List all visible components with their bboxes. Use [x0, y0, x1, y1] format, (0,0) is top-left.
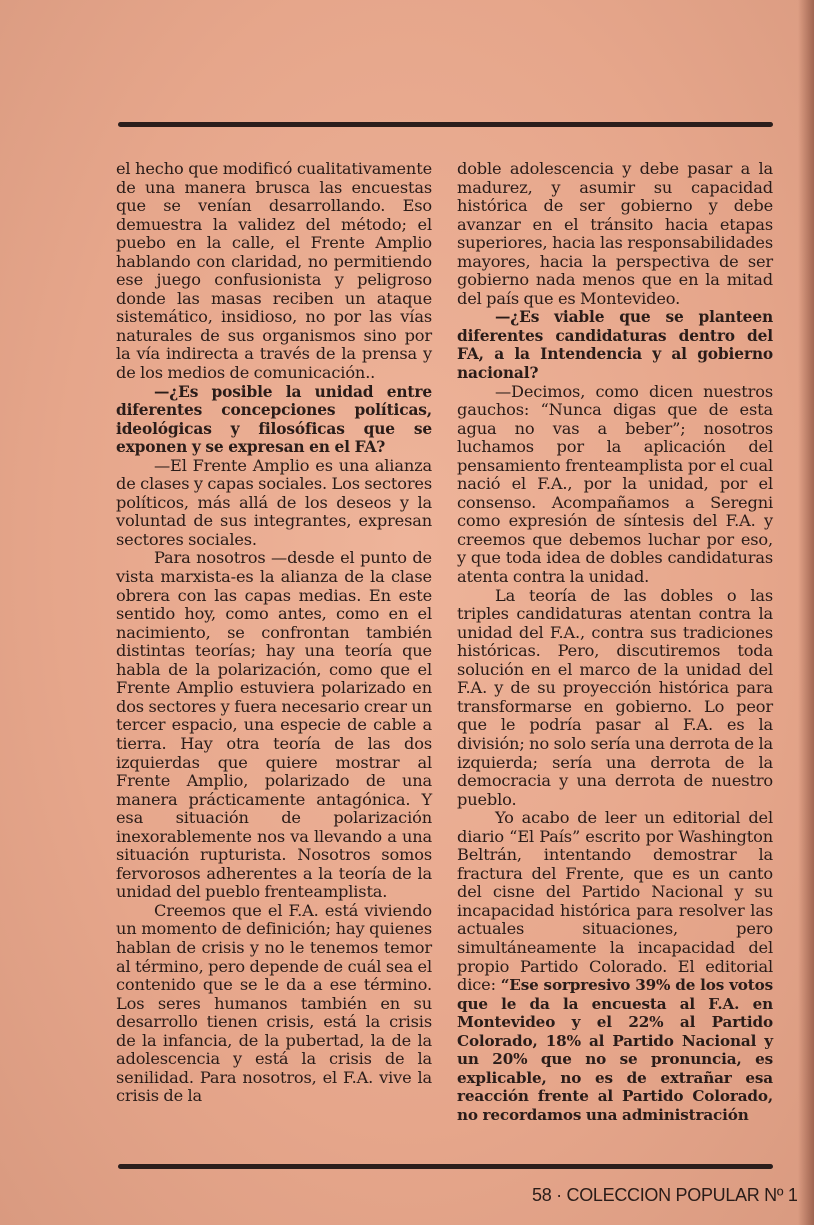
- paragraph-text: Yo acabo de leer un editorial del diario “El País” escrito por Washington Beltrán, intentando demostrar la fractura del Frente, que es un canto del cisne del Partido Nacional y su incapacidad histórica para resolver las actuales situaciones, pero simultáneamente la incapacidad del propio Partido Colorado. El editorial dice:: [457, 808, 773, 995]
- page-footer: 58 · COLECCION POPULAR Nº 1: [532, 1185, 798, 1205]
- paragraph: —El Frente Amplio es una alianza de clases y capas sociales. Los sectores políticos, más allá de los deseos y la voluntad de sus integrantes, expresan sectores sociales.: [116, 455, 432, 549]
- left-column: [116, 160, 432, 1106]
- paragraph: [457, 809, 773, 1124]
- paragraph: Para nosotros —desde el punto de vista marxista-es la alianza de la clase obrera con las capas medias. En este sentido hoy, como antes, como en el nacimiento, se confrontan también distintas teorías; hay una teoría que habla de la polarización, como que el Frente Amplio estuviera polarizado en dos sectores y fuera necesario crear un tercer espacio, una especie de cable a tierra. Hay otra teoría de las dos izquierdas que quiere mostrar al Frente Amplio, polarizado de una manera prácticamente antagónica. Y esa situación de polarización inexorablemente nos va llevando a una situación rupturista. Nosotros somos fervorosos adherentes a la teoría de la unidad del pueblo frenteamplista.: [116, 548, 432, 902]
- paragraph: Creemos que el F.A. está viviendo un momento de definición; hay quienes hablan de crisis y no le tenemos temor al término, pero depende de cuál sea el contenido que se le da a ese término. Los seres humanos también en su desarrollo tienen crisis, está la crisis de la infancia, de la pubertad, la de la adolescencia y está la crisis de la senilidad. Para nosotros, el F.A. vive la crisis de la: [116, 900, 432, 1106]
- paragraph: el hecho que modificó cualitativamente de una manera brusca las encuestas que se venían desarrollando. Eso demuestra la validez del método; el puebo en la calle, el Frente Amplio hablando con claridad, no permitiendo ese juego confusionista y peligroso donde las masas reciben un ataque sistemático, insidioso, no por las vías naturales de sus organismos sino por la vía indirecta a través de la prensa y de los medios de comunicación..: [116, 159, 432, 383]
- paragraph: La teoría de las dobles o las triples candidaturas atentan contra la unidad del F.A., contra sus tradiciones históricas. Pero, discutiremos toda solución en el marco de la unidad del F.A. y de su proyección histórica para transformarse en gobierno. Lo peor que le podría pasar al F.A. es la división; no solo sería una derrota de la izquierda; sería una derrota de la democracia y una derrota de nuestro pueblo.: [457, 585, 773, 809]
- interview-question: —¿Es posible la unidad entre diferentes concepciones políticas, ideológicas y filosóficas que se exponen y se expresan en el FA?: [116, 382, 432, 457]
- bottom-rule: [118, 1164, 773, 1169]
- top-rule: [118, 122, 773, 127]
- paragraph: doble adolescencia y debe pasar a la madurez, y asumir su capacidad histórica de ser gobierno y debe avanzar en el tránsito hacia etapas superiores, hacia las responsabilidades mayores, hacia la perspectiva de ser gobierno nada menos que en la mitad del país que es Montevideo.: [457, 159, 773, 308]
- paragraph: —Decimos, como dicen nuestros gauchos: “Nunca digas que de esta agua no vas a beber”; nosotros luchamos por la aplicación del pensamiento frenteamplista por el cual nació el F.A., por la unidad, por el consenso. Acompañamos a Seregni como expresión de síntesis del F.A. y creemos que debemos luchar por eso, y que toda idea de dobles candidaturas atenta contra la unidad.: [457, 381, 773, 587]
- interview-question: —¿Es viable que se planteen diferentes candidaturas dentro del FA, a la Intendencia y al gobierno nacional?: [457, 308, 773, 383]
- right-column: [457, 160, 773, 1124]
- editorial-quote: “Ese sorpresivo 39% de los votos que le da la encuesta al F.A. en Montevideo y el 22% al Partido Colorado, 18% al Partido Nacional y un 20% que no se pronuncia, es explicable, no es de extrañar esa reacción frente al Partido Colorado, no recordamos una administración: [457, 976, 773, 1124]
- page-edge-shadow: [798, 0, 814, 1225]
